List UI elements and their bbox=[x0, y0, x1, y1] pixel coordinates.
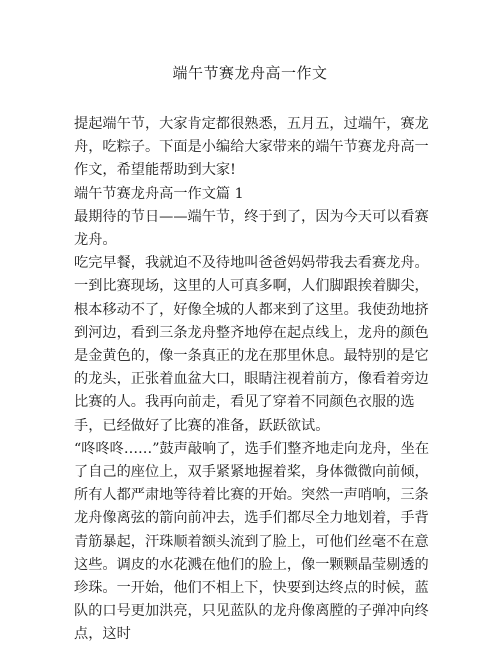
document-title: 端午节赛龙舟高一作文 bbox=[172, 64, 328, 82]
body-paragraph: 最期待的节日——端午节，终于到了，因为今天可以看赛龙舟。 bbox=[74, 208, 429, 249]
body-paragraph: 吃完早餐，我就迫不及待地叫爸爸妈妈带我去看赛龙舟。一到比赛现场，这里的人可真多啊，人们脚跟挨着脚尖，根本移动不了，好像全城的人都来到了这里。我使劲地挤到河边，看到三条龙舟整齐地停在起点线上，龙舟的颜色是金黄色的，像一条真正的龙在那里休息。最特别的是它的龙头，正张着血盆大口，眼睛注视着前方，像看着旁边比赛的人。我再向前走，看见了穿着不同颜色衣服的选手，已经做好了比赛的准备，跃跃欲试。 bbox=[74, 255, 429, 434]
body-paragraph: “咚咚咚……”鼓声敲响了，选手们整齐地走向龙舟，坐在了自己的座位上，双手紧紧地握着桨，身体微微向前倾，所有人都严肃地等待着比赛的开始。突然一声哨响，三条龙舟像离弦的箭向前冲去，选手们都尽全力地划着，手背青筋暴起，汗珠顺着额头流到了脸上，可他们丝毫不在意这些。调皮的水花溅在他们的脸上，像一颗颗晶莹剔透的珍珠。一开始，他们不相上下，快要到达终点的时候，蓝队的口号更加洪亮，只见蓝队的龙舟像离膛的子弹冲向终点，这时 bbox=[74, 440, 430, 643]
intro-paragraph: 提起端午节，大家肯定都很熟悉，五月五，过端午，赛龙舟，吃粽子。下面是小编给大家带来的端午节赛龙舟高一作文，希望能帮助到大家! bbox=[74, 116, 429, 179]
document-body bbox=[74, 113, 434, 647]
section-heading: 端午节赛龙舟高一作文篇 1 bbox=[74, 185, 244, 202]
